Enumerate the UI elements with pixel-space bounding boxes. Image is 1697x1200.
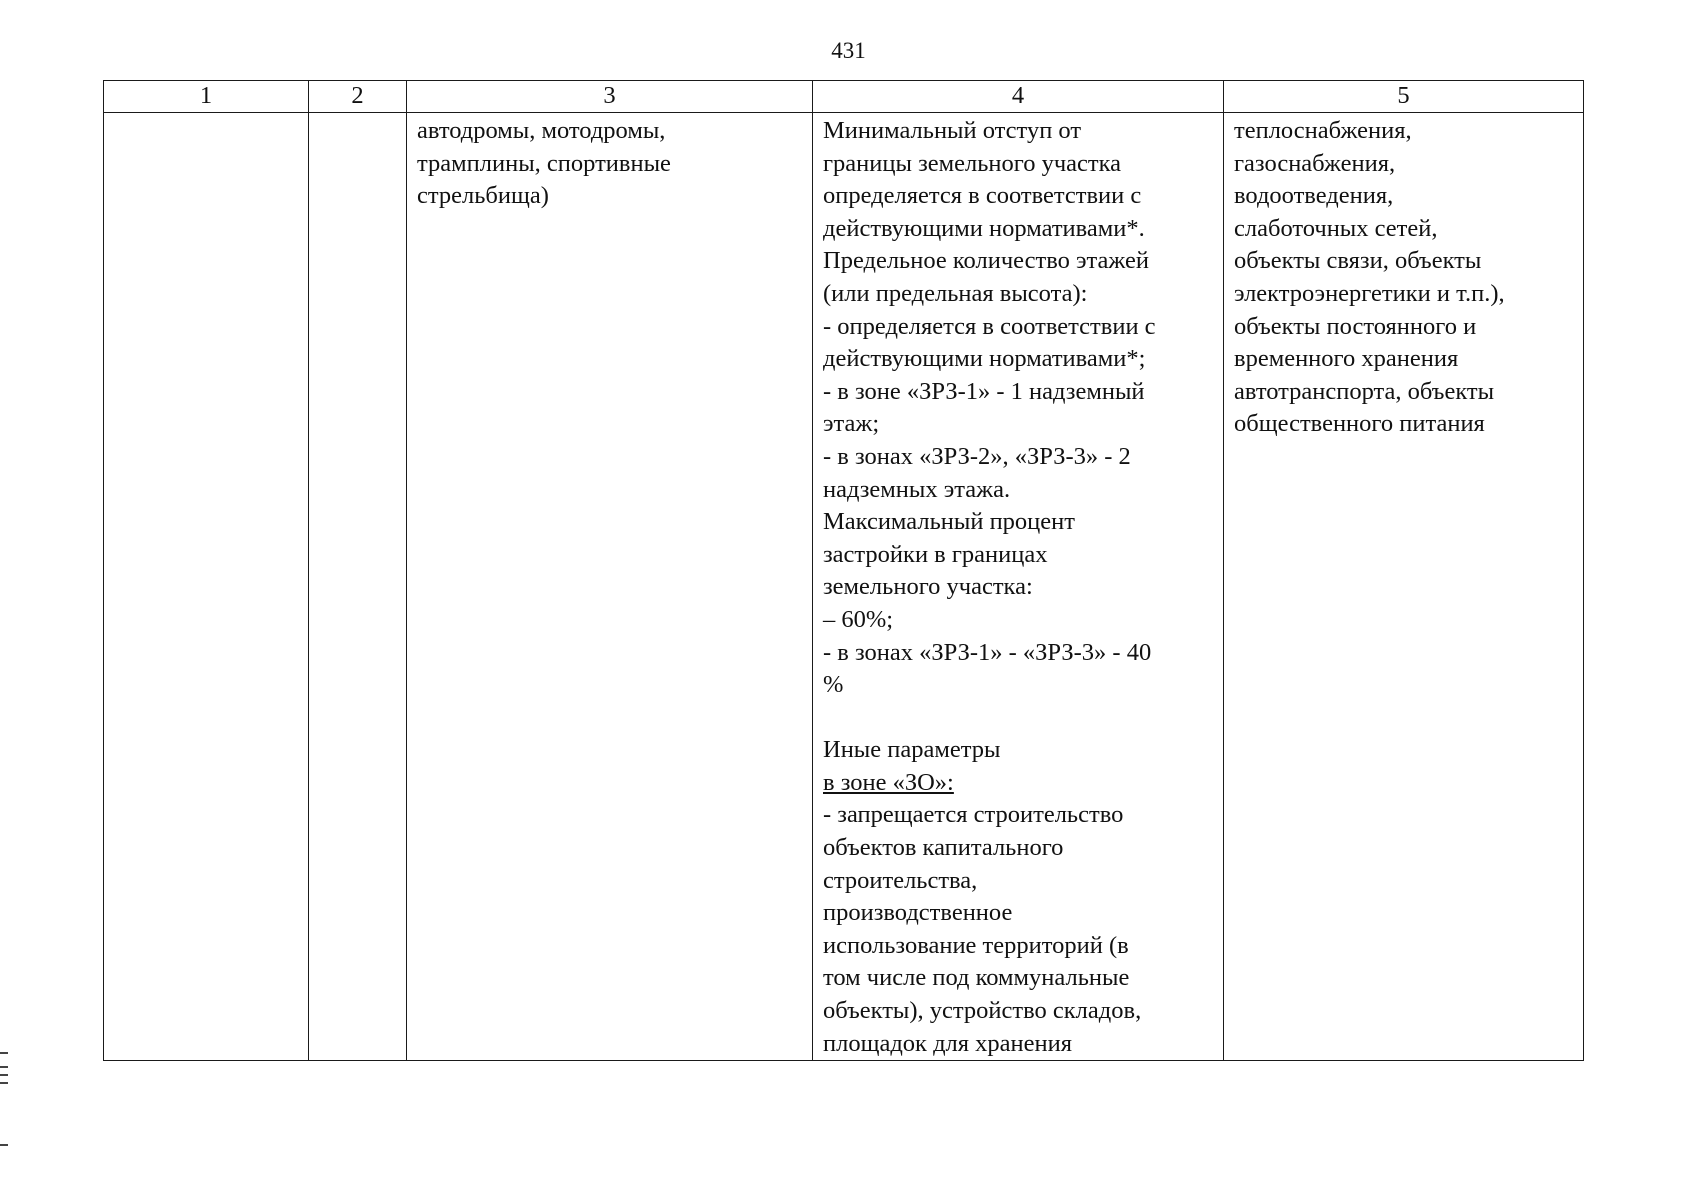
cell-line: - в зоне «ЗРЗ-1» - 1 надземный [823, 377, 1145, 405]
cell-line: строительства, [823, 866, 978, 894]
cell-line: Предельное количество этажей [823, 247, 1149, 275]
regulations-table [103, 80, 1584, 1061]
cell-line: временного хранения [1234, 345, 1459, 373]
cell-line: стрельбища) [417, 182, 549, 210]
cell-line: земельного участка: [823, 573, 1033, 601]
cell-line: автотранспорта, объекты [1234, 377, 1495, 405]
cell-line: этаж; [823, 410, 880, 438]
scan-margin-marks [0, 1052, 8, 1152]
cell-line: трамплины, спортивные [417, 149, 671, 177]
margin-mark [0, 1066, 8, 1068]
table-row [104, 113, 1584, 1061]
cell-line: использование территорий (в [823, 931, 1129, 959]
cell-line: застройки в границах [823, 540, 1048, 568]
cell-line: автодромы, мотодромы, [417, 117, 666, 144]
cell-line: действующими нормативами*. [823, 214, 1145, 242]
header-col-4: 4 [813, 81, 1224, 113]
cell-col-2 [309, 113, 407, 1061]
cell-line: теплоснабжения, [1234, 117, 1412, 144]
cell-line: площадок для хранения [823, 1029, 1073, 1057]
cell-line: производственное [823, 899, 1013, 927]
cell-line: - определяется в соответствии с [823, 312, 1156, 340]
cell-line: электроэнергетики и т.п.), [1234, 279, 1505, 307]
cell-line: надземных этажа. [823, 475, 1011, 503]
cell-line: Минимальный отступ от [823, 117, 1082, 144]
cell-line: действующими нормативами*; [823, 345, 1146, 373]
cell-line: слаботочных сетей, [1234, 214, 1438, 242]
cell-line: газоснабжения, [1234, 149, 1396, 177]
cell-line: объекты постоянного и [1234, 312, 1477, 340]
cell-line: определяется в соответствии с [823, 182, 1142, 210]
cell-line: (или предельная высота): [823, 279, 1088, 307]
zone-heading: в зоне «ЗО»: [823, 768, 954, 796]
page-number: 431 [831, 38, 866, 63]
table-header-row [104, 81, 1584, 113]
header-col-5: 5 [1224, 81, 1584, 113]
cell-line: объектов капитального [823, 834, 1064, 862]
cell-col-1 [104, 113, 309, 1061]
cell-col-4 [813, 113, 1224, 1061]
cell-line: – 60%; [823, 605, 894, 633]
cell-line: объекты), устройство складов, [823, 997, 1142, 1025]
cell-line: водоотведения, [1234, 182, 1394, 210]
header-col-2: 2 [309, 81, 407, 113]
cell-col-3 [407, 113, 813, 1061]
cell-line: - в зонах «ЗРЗ-1» - «ЗРЗ-3» - 40 [823, 638, 1152, 666]
cell-line: Иные параметры [823, 736, 1001, 764]
margin-mark [0, 1074, 8, 1076]
cell-line: Максимальный процент [823, 508, 1075, 536]
margin-mark [0, 1082, 8, 1084]
margin-mark [0, 1052, 8, 1054]
cell-line: том числе под коммунальные [823, 964, 1130, 992]
cell-line: - запрещается строительство [823, 801, 1124, 829]
cell-line: % [823, 671, 844, 699]
cell-col-5 [1224, 113, 1584, 1061]
blank-line [823, 702, 1213, 735]
cell-line: - в зонах «ЗРЗ-2», «ЗРЗ-3» - 2 [823, 442, 1131, 470]
cell-line: объекты связи, объекты [1234, 247, 1482, 275]
cell-line: границы земельного участка [823, 149, 1122, 177]
cell-line: общественного питания [1234, 410, 1485, 438]
margin-mark [0, 1144, 8, 1146]
header-col-3: 3 [407, 81, 813, 113]
header-col-1: 1 [104, 81, 309, 113]
